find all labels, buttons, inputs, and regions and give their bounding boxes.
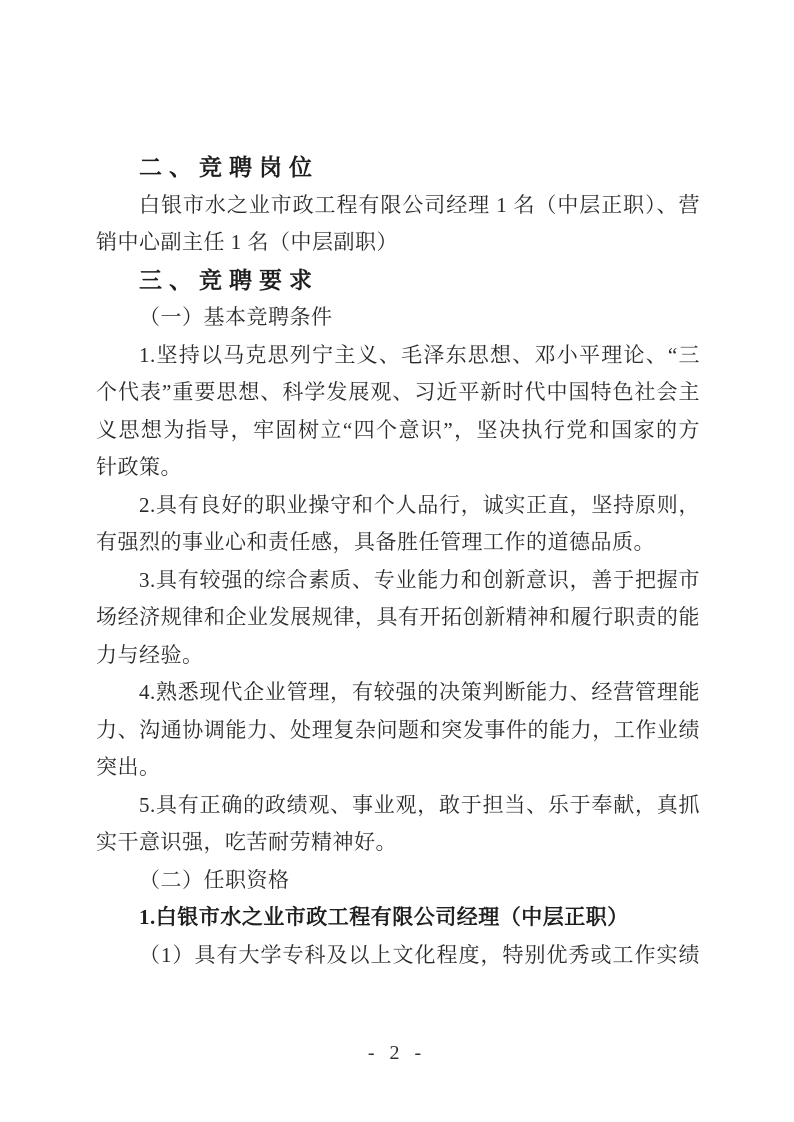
document-lines xyxy=(96,149,700,974)
text-line: 二、竞聘岗位 xyxy=(139,154,319,180)
text-line: 有强烈的事业心和责任感，具备胜任管理工作的道德品质。 xyxy=(96,530,655,554)
text-line: 3.具有较强的综合素质、专业能力和创新意识，善于把握市 xyxy=(139,567,700,592)
text-line: （二）任职资格 xyxy=(139,867,290,892)
text-line: 销中心副主任 1 名（中层副职） xyxy=(96,230,398,254)
text-line: 义思想为指导，牢固树立“四个意识”，坚决执行党和国家的方 xyxy=(96,417,700,442)
text-line: 1.白银市水之业市政工程有限公司经理（中层正职） xyxy=(139,905,629,929)
text-line: 4.熟悉现代企业管理，有较强的决策判断能力、经营管理能 xyxy=(139,680,700,704)
text-line: 白银市水之业市政工程有限公司经理 1 名（中层正职）、营 xyxy=(139,192,700,217)
text-line: 场经济规律和企业发展规律，具有开拓创新精神和履行职责的能 xyxy=(96,605,700,629)
text-line: 个代表”重要思想、科学发展观、习近平新时代中国特色社会主 xyxy=(96,380,700,404)
text-line: 力、沟通协调能力、处理复杂问题和突发事件的能力，工作业绩 xyxy=(96,717,700,742)
text-line: 力与经验。 xyxy=(96,642,204,667)
page-number: - 2 - xyxy=(367,1042,427,1064)
text-line: 实干意识强，吃苦耐劳精神好。 xyxy=(96,830,397,854)
text-line: 1.坚持以马克思列宁主义、毛泽东思想、邓小平理论、“三 xyxy=(139,342,700,367)
text-line: 5.具有正确的政绩观、事业观，敢于担当、乐于奉献，真抓 xyxy=(139,792,700,817)
text-line: （一）基本竞聘条件 xyxy=(139,305,333,329)
text-line: 针政策。 xyxy=(96,455,182,479)
text-line: 突出。 xyxy=(96,755,161,779)
text-line: 三、竞聘要求 xyxy=(139,266,319,293)
text-line: （1）具有大学专科及以上文化程度，特别优秀或工作实绩 xyxy=(139,942,700,967)
text-line: 2.具有良好的职业操守和个人品行，诚实正直，坚持原则， xyxy=(139,492,700,517)
